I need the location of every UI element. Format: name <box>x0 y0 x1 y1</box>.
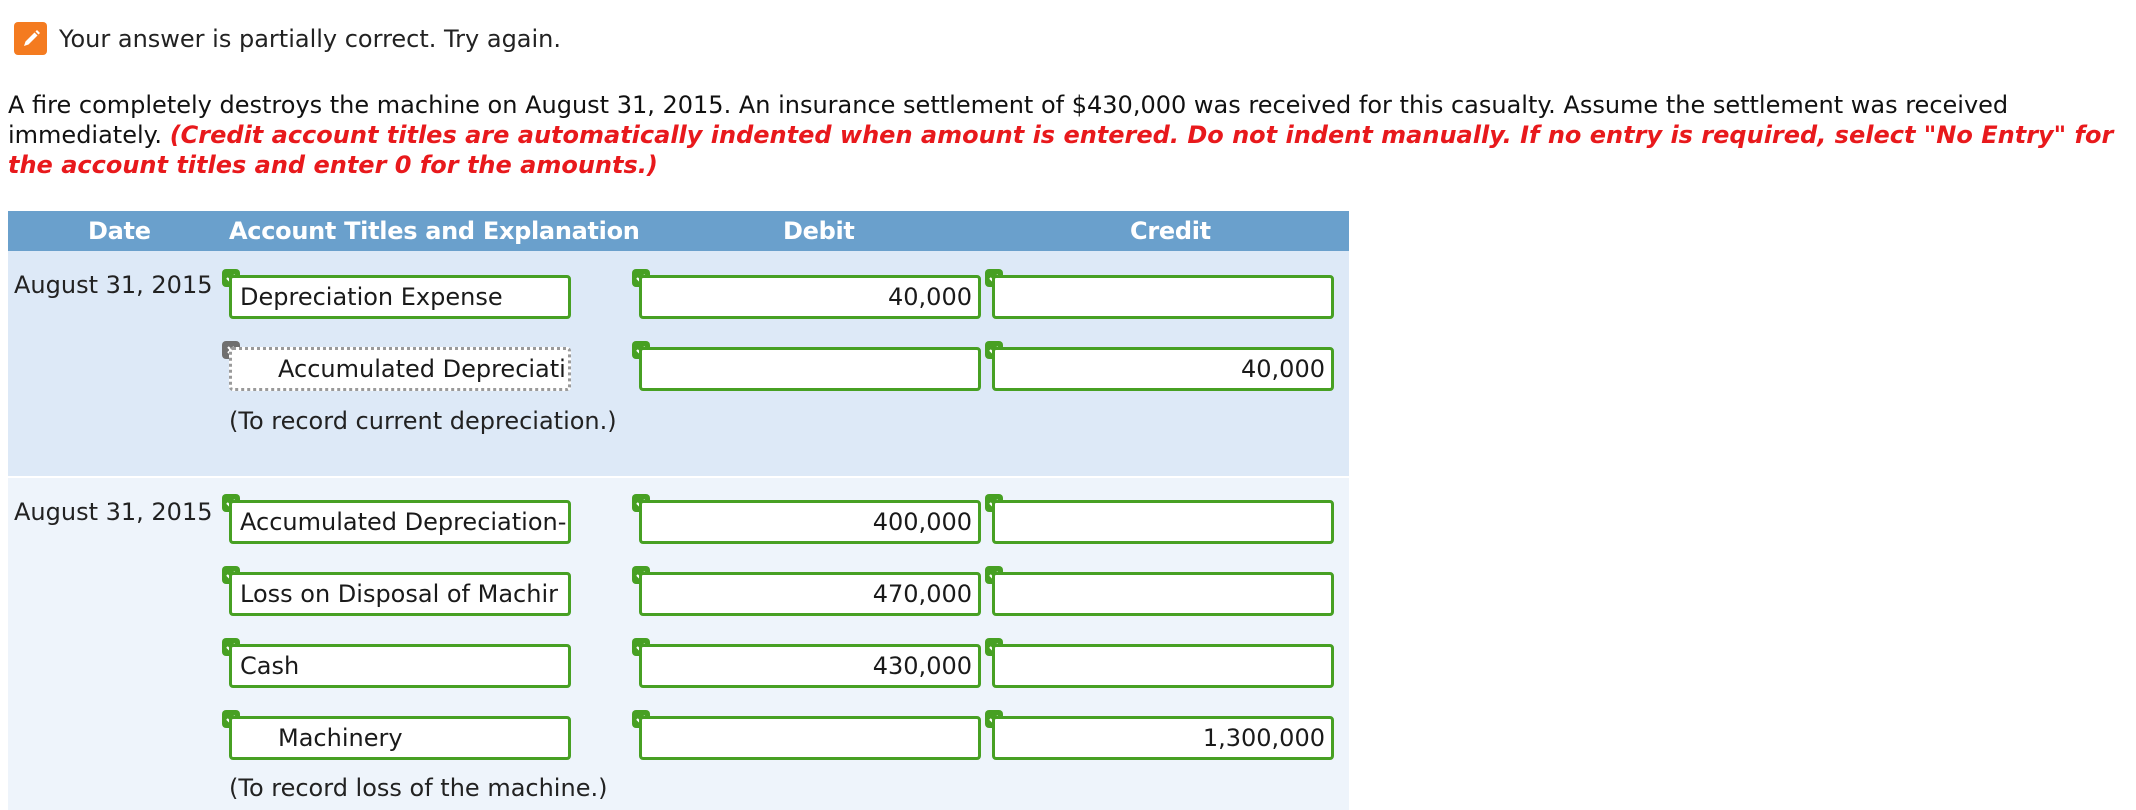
header-debit: Debit <box>783 217 855 245</box>
entry-memo: (To record loss of the machine.) <box>229 774 608 802</box>
credit-input[interactable] <box>992 275 1334 319</box>
journal-table <box>8 211 1349 810</box>
debit-input[interactable]: 430,000 <box>639 644 981 688</box>
journal-entry-2 <box>8 478 1349 810</box>
account-title-input[interactable]: Machinery <box>229 716 571 760</box>
header-credit: Credit <box>1130 217 1211 245</box>
feedback-status <box>14 22 561 55</box>
account-title-input[interactable]: Accumulated Depreciati <box>229 347 571 391</box>
header-date: Date <box>88 217 151 245</box>
credit-input[interactable]: 40,000 <box>992 347 1334 391</box>
debit-input[interactable]: 400,000 <box>639 500 981 544</box>
credit-input[interactable] <box>992 644 1334 688</box>
entry-date: August 31, 2015 <box>14 271 213 299</box>
account-title-input[interactable]: Depreciation Expense <box>229 275 571 319</box>
account-title-input[interactable]: Loss on Disposal of Machir <box>229 572 571 616</box>
table-header <box>8 211 1349 251</box>
account-title-input[interactable]: Cash <box>229 644 571 688</box>
feedback-text: Your answer is partially correct. Try again. <box>59 24 562 53</box>
question-text <box>8 90 2118 180</box>
credit-input[interactable] <box>992 572 1334 616</box>
header-account: Account Titles and Explanation <box>229 217 640 245</box>
debit-input[interactable]: 470,000 <box>639 572 981 616</box>
question-instruction: (Credit account titles are automatically indented when amount is entered. Do not indent manually. If no entry is required, select "No Entry" for the account titles and enter 0 for the amounts.) <box>8 121 2114 179</box>
credit-input[interactable]: 1,300,000 <box>992 716 1334 760</box>
journal-entry-1 <box>8 251 1349 476</box>
pencil-icon <box>14 22 47 55</box>
entry-date: August 31, 2015 <box>14 498 213 526</box>
question-body: A fire completely destroys the machine on August 31, 2015. An insurance settlement of $430,000 was received for this casualty. Assume the settlement was received immediately. <box>8 91 2009 149</box>
debit-input[interactable] <box>639 347 981 391</box>
debit-input[interactable] <box>639 716 981 760</box>
account-title-input[interactable]: Accumulated Depreciation- <box>229 500 571 544</box>
credit-input[interactable] <box>992 500 1334 544</box>
debit-input[interactable]: 40,000 <box>639 275 981 319</box>
entry-memo: (To record current depreciation.) <box>229 407 617 435</box>
